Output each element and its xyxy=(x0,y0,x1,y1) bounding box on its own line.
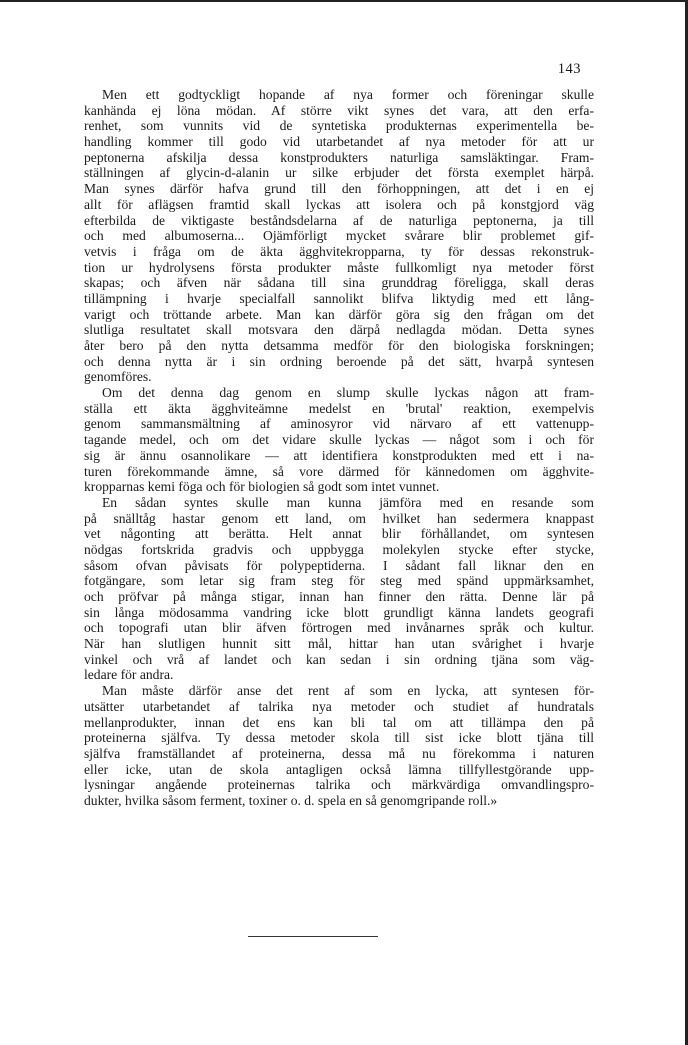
text-line: och pröfvar på många stigar, innan han finner den rätta. Denne lär på xyxy=(84,589,594,604)
text-line: själfva framställandet af proteinerna, dessa må nu förekomma i naturen xyxy=(84,745,594,761)
text-line: handling kommer till godo vid utarbetandet af nya metoder för att ur xyxy=(84,134,594,150)
text-line: ledare för andra. xyxy=(84,667,174,683)
section-divider-rule xyxy=(248,936,378,937)
text-line: tion ur hydrolysens första produkter måste fullkomligt nya metoder först xyxy=(84,259,594,275)
text-line: lysningar angående proteinernas talrika och märkvärdiga omvandlingspro- xyxy=(84,777,594,793)
text-line: ställningen af glycin-d-alanin ur silke erbjuder det första exemplet härpå. xyxy=(84,165,594,181)
text-line: eller icke, utan de skola antagligen också lämna tillfyllestgörande upp- xyxy=(84,761,594,777)
text-line: efterbilda de viktigaste beståndsdelarna af de naturliga peptonerna, ja till xyxy=(84,212,594,228)
text-line: turen förekommande ämne, så vore därmed för kännedomen om ägghvite- xyxy=(84,463,594,479)
text-line: allt för aflägsen framtid skall lyckas att isolera och på konstgjord väg xyxy=(84,196,594,212)
text-line: skapas; och äfven när sådana till sina grunddrag föreligga, skall deras xyxy=(84,275,594,291)
paragraph xyxy=(84,87,594,385)
text-line: renhet, som vunnits vid de syntetiska produkternas experimentella be- xyxy=(84,118,594,134)
text-line: slutliga resultatet skall motsvara den därpå nedlagda mödan. Detta synes xyxy=(84,322,594,338)
text-line: Man synes därför hafva grund till den förhoppningen, att det i en ej xyxy=(84,181,594,197)
text-line: mellanprodukter, innan det ens kan bli tal om att tillämpa den på xyxy=(84,714,594,730)
text-line: vetvis i fråga om de äkta ägghvitekropparna, ty för dessas rekonstruk- xyxy=(84,243,594,259)
text-line: vet någonting att berätta. Helt annat blir förhållandet, om syntesen xyxy=(84,526,594,542)
text-line: på snälltåg hastar genom ett land, om hvilket han sedermera knappast xyxy=(84,510,594,526)
text-line: genom sammansmältning af aminosyror vid närvaro af ett vattenupp- xyxy=(84,416,594,432)
text-line: sin långa mödosamma vandring icke blott grundligt känna landets geografi xyxy=(84,604,594,620)
text-line: utsätter utarbetandet af talrika nya metoder och studiet af hundratals xyxy=(84,698,594,714)
text-line: tillämpning i hvarje specialfall sannolikt blifva liktydig med ett lång- xyxy=(84,290,594,306)
text-line: När han slutligen hunnit sitt mål, hittar han utan svårighet i hvarje xyxy=(84,636,594,652)
page-top-edge xyxy=(0,0,688,2)
paragraph xyxy=(84,495,594,683)
text-line: proteinerna själfva. Ty dessa metoder skola till sist icke blott tjäna till xyxy=(84,730,594,746)
text-line: nödgas fortskrida gradvis och uppbygga molekylen stycke efter stycke, xyxy=(84,541,594,557)
text-line: fotgängare, som letar sig fram steg för steg med spänd uppmärksamhet, xyxy=(84,573,594,589)
text-line: genomföres. xyxy=(84,369,152,385)
text-line: Man måste därför anse det rent af som en lycka, att syntesen för- xyxy=(102,683,594,699)
body-text xyxy=(84,87,594,809)
text-line: och topografi utan blir äfven förtrogen med invånarnes språk och kultur. xyxy=(84,620,594,636)
text-line: dukter, hvilka såsom ferment, toxiner o. d. spela en så genomgripande roll.» xyxy=(84,792,498,808)
text-line: varigt och tröttande arbete. Man kan därför göra sig den frågan om det xyxy=(84,306,594,322)
text-line: En sådan syntes skulle man kunna jämföra med en resande som xyxy=(102,494,594,510)
text-line: och med albumoserna... Ojämförligt mycket svårare blir problemet gif- xyxy=(84,228,594,244)
paragraph xyxy=(84,385,594,495)
text-line: vinkel och vrå af landet och kan sedan i sin ordning tjäna som väg- xyxy=(84,651,594,667)
text-line: kropparnas kemi föga och för biologien så godt som intet vunnet. xyxy=(84,479,440,495)
text-line: såsom ofvan påvisats för polypeptiderna. I sådant fall liknar den en xyxy=(84,557,594,573)
text-line: kanhända ej löna mödan. Af större vikt synes det vara, att den erfa- xyxy=(84,102,594,118)
page-number: 143 xyxy=(557,61,581,77)
text-line: peptonerna afskilja dessa konstprodukters naturliga samsläktingar. Fram- xyxy=(84,149,594,165)
text-line: Om det denna dag genom en slump skulle lyckas någon att fram- xyxy=(102,385,594,401)
text-line: Men ett godtyckligt hopande af nya former och föreningar skulle xyxy=(102,87,594,102)
text-line: och denna nytta är i sin ordning beroende på det sätt, hvarpå syntesen xyxy=(84,353,594,369)
text-line: ställa ett äkta ägghviteämne medelst en 'brutal' reaktion, exempelvis xyxy=(84,400,594,416)
text-line: åter bero på den nytta detsamma medför för den biologiska forskningen; xyxy=(84,338,594,353)
paragraph xyxy=(84,683,594,809)
text-line: sig är ännu osannolikare — att identifiera konstprodukten med ett i na- xyxy=(84,447,594,463)
text-line: tagande medel, och om det vidare skulle lyckas — något som i och för xyxy=(84,432,594,448)
